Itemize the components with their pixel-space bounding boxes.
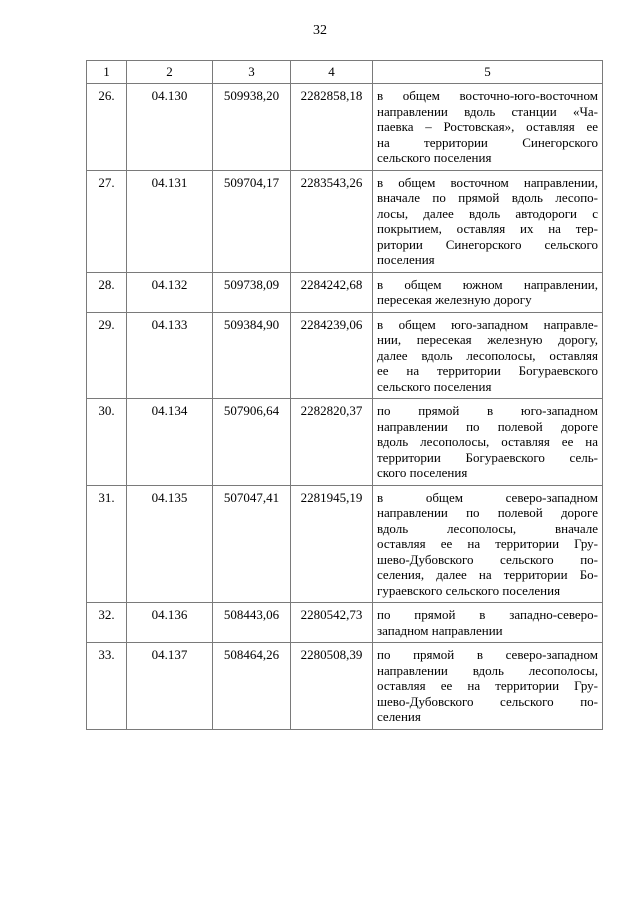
row-number-cell: 26. (87, 84, 127, 171)
y-coordinate-cell: 2281945,19 (291, 485, 373, 603)
table-row (87, 603, 603, 643)
description-cell (373, 643, 603, 730)
description-line: территории Богураевского сель- (377, 449, 598, 465)
row-number-cell: 31. (87, 485, 127, 603)
point-code-cell: 04.134 (127, 399, 213, 486)
description-cell (373, 84, 603, 171)
x-coordinate-cell: 509738,09 (213, 272, 291, 312)
description-line: на территории Синегорского (377, 134, 598, 150)
description-cell (373, 312, 603, 399)
column-header: 3 (213, 61, 291, 84)
description-line: в общем восточно-юго-восточном (377, 88, 598, 103)
table-row (87, 272, 603, 312)
x-coordinate-cell: 508464,26 (213, 643, 291, 730)
column-header: 4 (291, 61, 373, 84)
description-line: сельского поселения (377, 150, 492, 165)
x-coordinate-cell: 507047,41 (213, 485, 291, 603)
description-line: оставляя ее на территории Гру- (377, 678, 598, 693)
y-coordinate-cell: 2283543,26 (291, 170, 373, 272)
row-number-cell: 28. (87, 272, 127, 312)
description-line: западном направлении (377, 622, 503, 638)
row-number-cell: 32. (87, 603, 127, 643)
description-line: вдоль лесополосы, оставляя ее на (377, 434, 598, 449)
description-line: в общем юго-западном направле- (377, 316, 598, 332)
table-row (87, 485, 603, 603)
description-line: шево-Дубовского сельского по- (377, 693, 598, 709)
x-coordinate-cell: 509704,17 (213, 170, 291, 272)
point-code-cell: 04.137 (127, 643, 213, 730)
table-row (87, 399, 603, 486)
row-number-cell: 27. (87, 170, 127, 272)
description-line: покрытием, оставляя их на тер- (377, 221, 598, 236)
table-body (87, 84, 603, 730)
column-header: 5 (373, 61, 603, 84)
description-line: сельского поселения (377, 378, 492, 394)
description-line: гураевского сельского поселения (377, 582, 561, 598)
description-line: в общем северо-западном (377, 489, 598, 505)
description-line: направлении по полевой дороге (377, 418, 598, 434)
description-line: в общем южном направлении, (377, 276, 598, 292)
point-code-cell: 04.136 (127, 603, 213, 643)
description-line: лосы, далее вдоль автодороги с (377, 205, 598, 221)
y-coordinate-cell: 2282820,37 (291, 399, 373, 486)
description-line: ского поселения (377, 465, 468, 480)
description-line: направлении вдоль лесополосы, (377, 662, 598, 678)
x-coordinate-cell: 509384,90 (213, 312, 291, 399)
description-line: по прямой в юго-западном (377, 403, 598, 418)
table-row (87, 170, 603, 272)
description-line: селения (377, 709, 421, 724)
description-line: вдоль лесополосы, вначале (377, 520, 598, 536)
row-number-cell: 29. (87, 312, 127, 399)
description-line: вначале по прямой вдоль лесопо- (377, 190, 598, 205)
description-line: ее на территории Богураевского (377, 363, 598, 378)
description-line: пересекая железную дорогу (377, 292, 532, 307)
description-line: ритории Синегорского сельского (377, 236, 598, 252)
table-row (87, 312, 603, 399)
description-line: оставляя ее на территории Гру- (377, 536, 598, 551)
column-header: 1 (87, 61, 127, 84)
table-row (87, 643, 603, 730)
row-number-cell: 33. (87, 643, 127, 730)
y-coordinate-cell: 2284239,06 (291, 312, 373, 399)
page-number: 32 (313, 23, 327, 38)
boundary-points-table (86, 60, 603, 730)
x-coordinate-cell: 508443,06 (213, 603, 291, 643)
description-line: направлении по полевой дороге (377, 505, 598, 520)
description-cell (373, 170, 603, 272)
description-line: направлении вдоль станции «Ча- (377, 103, 598, 119)
description-line: селения, далее на территории Бо- (377, 567, 598, 582)
y-coordinate-cell: 2284242,68 (291, 272, 373, 312)
description-line: нии, пересекая железную дорогу, (377, 332, 598, 347)
description-line: поселения (377, 252, 435, 267)
point-code-cell: 04.132 (127, 272, 213, 312)
description-cell (373, 485, 603, 603)
description-line: в общем восточном направлении, (377, 174, 598, 190)
table-row (87, 84, 603, 171)
point-code-cell: 04.135 (127, 485, 213, 603)
description-line: шево-Дубовского сельского по- (377, 551, 598, 567)
y-coordinate-cell: 2282858,18 (291, 84, 373, 171)
y-coordinate-cell: 2280508,39 (291, 643, 373, 730)
point-code-cell: 04.130 (127, 84, 213, 171)
point-code-cell: 04.133 (127, 312, 213, 399)
description-line: далее вдоль лесополосы, оставляя (377, 347, 598, 363)
x-coordinate-cell: 509938,20 (213, 84, 291, 171)
table-header-row (87, 61, 603, 84)
column-header: 2 (127, 61, 213, 84)
description-cell (373, 399, 603, 486)
description-cell (373, 272, 603, 312)
description-line: по прямой в западно-северо- (377, 607, 598, 622)
y-coordinate-cell: 2280542,73 (291, 603, 373, 643)
description-line: паевка – Ростовская», оставляя ее (377, 119, 598, 134)
description-cell (373, 603, 603, 643)
row-number-cell: 30. (87, 399, 127, 486)
point-code-cell: 04.131 (127, 170, 213, 272)
description-line: по прямой в северо-западном (377, 647, 598, 662)
x-coordinate-cell: 507906,64 (213, 399, 291, 486)
